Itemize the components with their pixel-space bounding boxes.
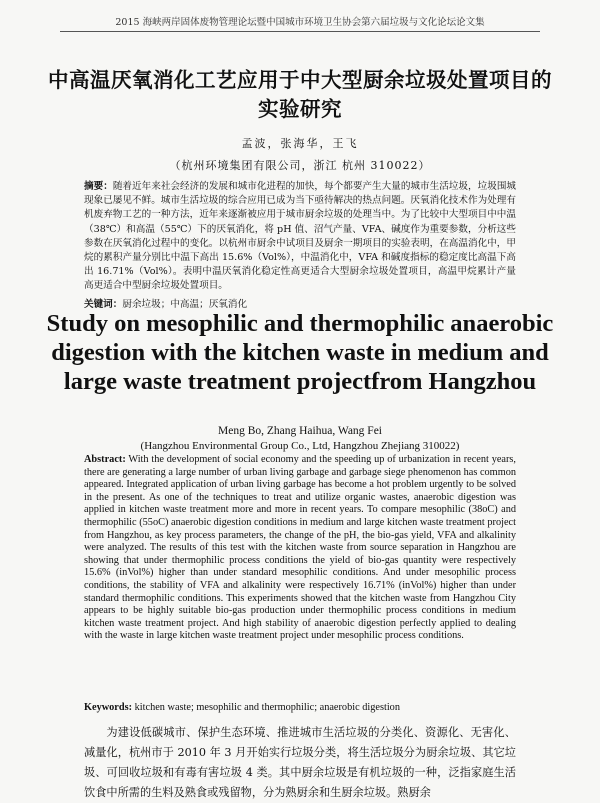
body-paragraph: 为建设低碳城市、保护生态环境、推进城市生活垃圾的分类化、资源化、无害化、减量化，杭州市于 2010 年 3 月开始实行垃圾分类，将生活垃圾分为厨余垃圾、其它垃圾、可回收垃圾和有毒有害垃圾 4 类。其中厨余垃圾是有机垃圾的一种，泛指家庭生活饮食中所需的生料及熟食或残留物，分为熟厨余和生厨余垃圾。熟厨余 [84,726,516,799]
english-keywords-text: kitchen waste; mesophilic and thermophilic; anaerobic digestion [134,702,400,713]
chinese-keywords-text: 厨余垃圾；中高温；厌氧消化 [122,299,248,310]
english-affiliation: (Hangzhou Environmental Group Co., Ltd, Hangzhou Zhejiang 310022) [140,440,460,452]
english-authors: Meng Bo, Zhang Haihua, Wang Fei [218,425,382,437]
chinese-keywords-label: 关键词： [84,299,123,310]
english-keywords-label: Keywords: [84,702,133,713]
chinese-authors: 孟波，张海华，王飞 [241,137,359,150]
chinese-affiliation: （杭州环境集团有限公司，浙江 杭州 310022） [169,159,431,172]
running-header: 2015 海峡两岸固体废物管理论坛暨中国城市环境卫生协会第六届垃圾与文化论坛论文集 [60,14,540,32]
english-title: Study on mesophilic and thermophilic anaerobic digestion with the kitchen waste in medium and large waste treatment projectfrom Hangzhou [46,310,554,395]
chinese-abstract-text: 随着近年来社会经济的发展和城市化进程的加快，每个都要产生大量的城市生活垃圾，垃圾围城现象已屡见不鲜。城市生活垃圾的综合应用已成为当下亟待解决的热点问题。厌氧消化技术作为处理有机废弃物工艺的一种方法，近年来逐渐被应用于城市厨余垃圾的处理当中。为了比较中大型项目中中温（38℃）和高温（55℃）下的厌氧消化，将 pH 值、沼气产量、VFA、碱度作为重要参数，分析这些参数在厌氧消化过程中的变化。以杭州市厨余中试项目及厨余一期项目的实验表明，在高温消化中，甲烷的累积产量分别比中温下高出 15.6%（Vol%），中温消化中，VFA 和碱度指标的稳定度比高温下高出 16.71%（Vol%）。表明中温厌氧消化稳定性高更适合大型厨余垃圾处置项目，高温甲烷累计产量高更适合中型厨余垃圾处置项目。 [84,181,517,292]
english-abstract-text: With the development of social economy and the speeding up of urbanization in recent years, there are generating a large number of urban living garbage and garbage siege phenomenon has common appeared. Integrated application of urban living garbage has become a hot problem urgently to be solved in the present. As one of the techniques to treat and utilize organic wastes, anaerobic digestion was applied in kitchen waste treatment more and more in recent years. To compare mesophilic (38oC) and thermophilic (55oC) anaerobic digestion conditions in medium and large kitchen waste treatment project from Hangzhou, as key process parameters, the change of the pH, the bio-gas yield, VFA and alkalinity were analyzed. The results of this test with the kitchen waste from source separation in Hangzhou are showing that under thermophilic process conditions the yield of bio-gas quantity were respectively 15.6% (inVol%) higher than under standard mesophilic conditions. And under mesophilic process conditions, the stability of VFA and alkalinity were respectively 16.71% (inVol%) higher than under standard thermophilic conditions. This experiments showed that the kitchen waste from Hangzhou City appears to be highly suitable bio-gas production under thermophilic process conditions in medium kitchen waste treatment project. And high stability of anaerobic digestion perfectly applied to dealing with the waste in large kitchen waste treatment project under mesophilic process conditions. [84,454,516,642]
chinese-abstract-label: 摘要： [84,181,113,192]
chinese-title: 中高温厌氧消化工艺应用于中大型厨余垃圾处置项目的实验研究 [48,68,552,121]
english-abstract-label: Abstract: [84,454,126,465]
